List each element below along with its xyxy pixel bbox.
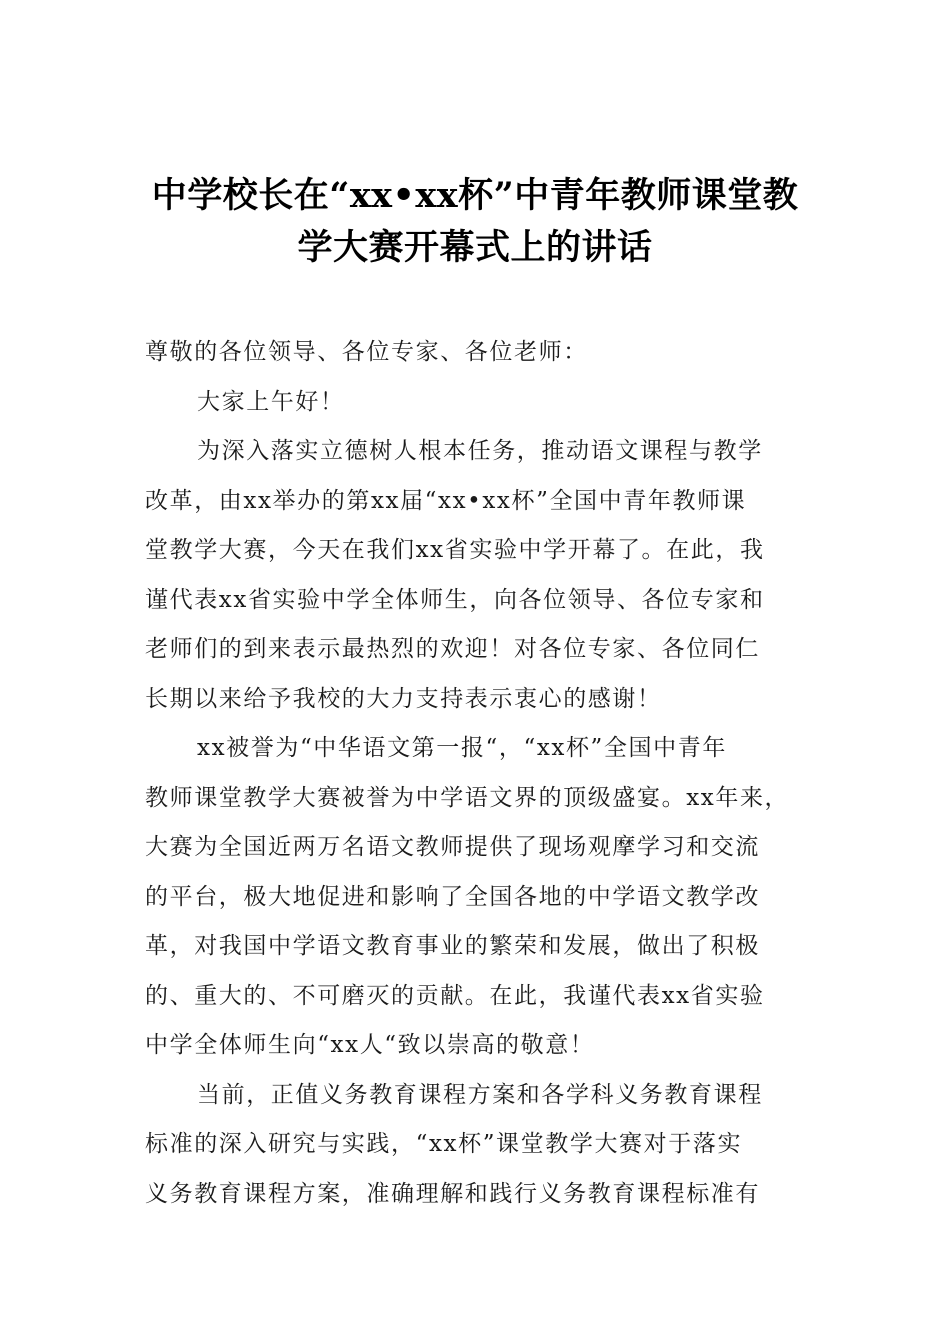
paragraph-line: 长期以来给予我校的大力支持表示衷心的感谢！ [145,685,662,712]
paragraph-line: 老师们的到来表示最热烈的欢迎！对各位专家、各位同仁 [145,636,760,662]
title-line-2: 学大赛开幕式上的讲话 [297,227,653,268]
paragraph-line: 当前，正值义务教育课程方案和各学科义务教育课程 [197,1081,763,1108]
paragraph-1 [145,427,815,724]
greeting: 大家上午好！ [197,388,345,415]
paragraph-line: 改革，由xx举办的第xx届“xx•xx杯”全国中青年教师课 [145,487,747,514]
paragraph-line: 的平台，极大地促进和影响了全国各地的中学语文教学改 [145,883,760,910]
paragraph-line: 中学全体师生向“xx人“致以崇高的敬意！ [145,1032,595,1058]
paragraph-3 [145,1071,815,1220]
paragraph-line: 义务教育课程方案，准确理解和践行义务教育课程标准有 [145,1180,760,1207]
paragraph-line: 谨代表xx省实验中学全体师生，向各位领导、各位专家和 [145,586,765,613]
paragraph-line: 堂教学大赛，今天在我们xx省实验中学开幕了。在此，我 [145,537,765,563]
document-title [120,170,830,274]
paragraph-line: 革，对我国中学语文教育事业的繁荣和发展，做出了积极 [145,933,760,959]
paragraph-2 [145,724,815,1071]
paragraph-line: 的、重大的、不可磨灭的贡献。在此，我谨代表xx省实验 [145,982,765,1009]
salutation: 尊敬的各位领导、各位专家、各位老师： [145,339,588,365]
paragraph-line: 教师课堂教学大赛被誉为中学语文界的顶级盛宴。xx年来， [145,784,790,811]
document-body [145,328,815,1219]
paragraph-line: 标准的深入研究与实践，“xx杯”课堂教学大赛对于落实 [145,1131,743,1157]
paragraph-line: 为深入落实立德树人根本任务，推动语文课程与教学 [197,438,763,464]
paragraph-line: xx被誉为“中华语文第一报“，“xx杯”全国中青年 [197,735,727,761]
title-line-1: 中学校长在“xx•xx杯”中青年教师课堂教 [151,175,799,216]
paragraph-line: 大赛为全国近两万名语文教师提供了现场观摩学习和交流 [145,834,760,860]
